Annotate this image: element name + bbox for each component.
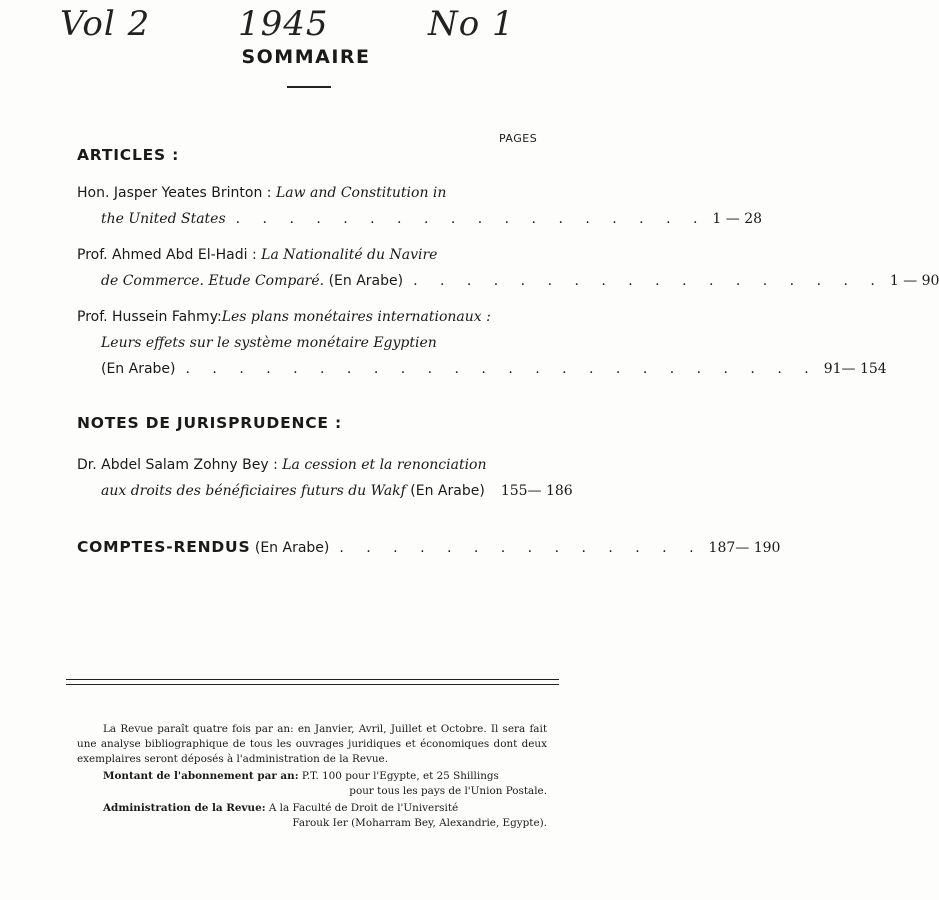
- entry-author: Hon. Jasper Yeates Brinton :: [77, 185, 272, 201]
- entry-title: La Nationalité du Navire: [261, 247, 438, 263]
- page-title: SOMMAIRE: [241, 46, 371, 68]
- footer-divider: [66, 684, 559, 685]
- entry-note: (En Arabe): [410, 483, 485, 499]
- section-heading-comptes: COMPTES-RENDUS: [77, 538, 251, 556]
- section-heading-articles: ARTICLES :: [77, 146, 180, 164]
- administration-text-cont: Farouk Ier (Moharram Bey, Alexandrie, Egypte).: [292, 817, 547, 829]
- entry-title: Les plans monétaires internationaux :: [221, 309, 491, 325]
- footer-administration: [77, 801, 547, 816]
- administration-text: A la Faculté de Droit de l'Université: [268, 802, 459, 814]
- entry-author: Prof. Ahmed Abd El-Hadi :: [77, 247, 257, 263]
- toc-entry: [77, 242, 939, 294]
- leader-dots: . . . . . . . . . . . . . .: [339, 540, 703, 556]
- leader-dots: . . . . . . . . . . . . . . . . . .: [235, 211, 707, 227]
- entry-author: Dr. Abdel Salam Zohny Bey :: [77, 457, 278, 473]
- footer-publication-note: La Revue paraît quatre fois par an: en Janvier, Avril, Juillet et Octobre. Il sera fait une analyse bibliographique de tous les ouvrages juridiques et économiques dont deux exemplaires seront déposés à l'administration de la Revue.: [77, 723, 547, 765]
- entry-title-cont: the United States: [101, 211, 226, 227]
- handwritten-volume: Vol 2: [60, 4, 151, 44]
- toc-entry: [77, 180, 763, 232]
- entry-pages: 155— 186: [500, 483, 573, 499]
- entry-author: Prof. Hussein Fahmy:: [77, 309, 222, 325]
- entry-pages: 1 — 28: [712, 211, 763, 227]
- entry-pages: 1 — 90: [889, 273, 939, 289]
- leader-dots: . . . . . . . . . . . . . . . . . . . . . . . .: [185, 361, 818, 377]
- handwritten-number: No 1: [428, 4, 515, 44]
- administration-label: Administration de la Revue:: [103, 802, 266, 814]
- subscription-text: P.T. 100 pour l'Egypte, et 25 Shillings: [301, 770, 499, 782]
- toc-entry-comptes: [77, 534, 781, 560]
- entry-pages: 91— 154: [823, 361, 887, 377]
- subscription-label: Montant de l'abonnement par an:: [103, 770, 299, 782]
- pages-column-label: PAGES: [499, 132, 538, 145]
- entry-title-cont: Leurs effets sur le système monétaire Egyptien: [101, 335, 437, 351]
- section-heading-jurisprudence: NOTES DE JURISPRUDENCE :: [77, 414, 343, 432]
- entry-note: (En Arabe): [254, 540, 330, 556]
- entry-note: (En Arabe): [328, 273, 404, 289]
- entry-pages: 187— 190: [708, 540, 781, 556]
- entry-note: (En Arabe): [101, 361, 176, 377]
- footer-divider: [66, 679, 559, 680]
- toc-entry: [77, 452, 573, 504]
- entry-title: La cession et la renonciation: [282, 457, 487, 473]
- subscription-text-cont: pour tous les pays de l'Union Postale.: [349, 785, 547, 797]
- toc-entry: [77, 304, 887, 382]
- title-divider: [287, 86, 331, 88]
- entry-title: Law and Constitution in: [275, 185, 447, 201]
- footer-info: [77, 722, 547, 831]
- handwritten-year: 1945: [238, 4, 329, 44]
- entry-title-cont: de Commerce. Etude Comparé.: [101, 273, 325, 289]
- footer-subscription: [77, 769, 547, 784]
- leader-dots: . . . . . . . . . . . . . . . . . .: [413, 273, 884, 289]
- entry-title-cont: aux droits des bénéficiaires futurs du Wakf: [101, 483, 406, 499]
